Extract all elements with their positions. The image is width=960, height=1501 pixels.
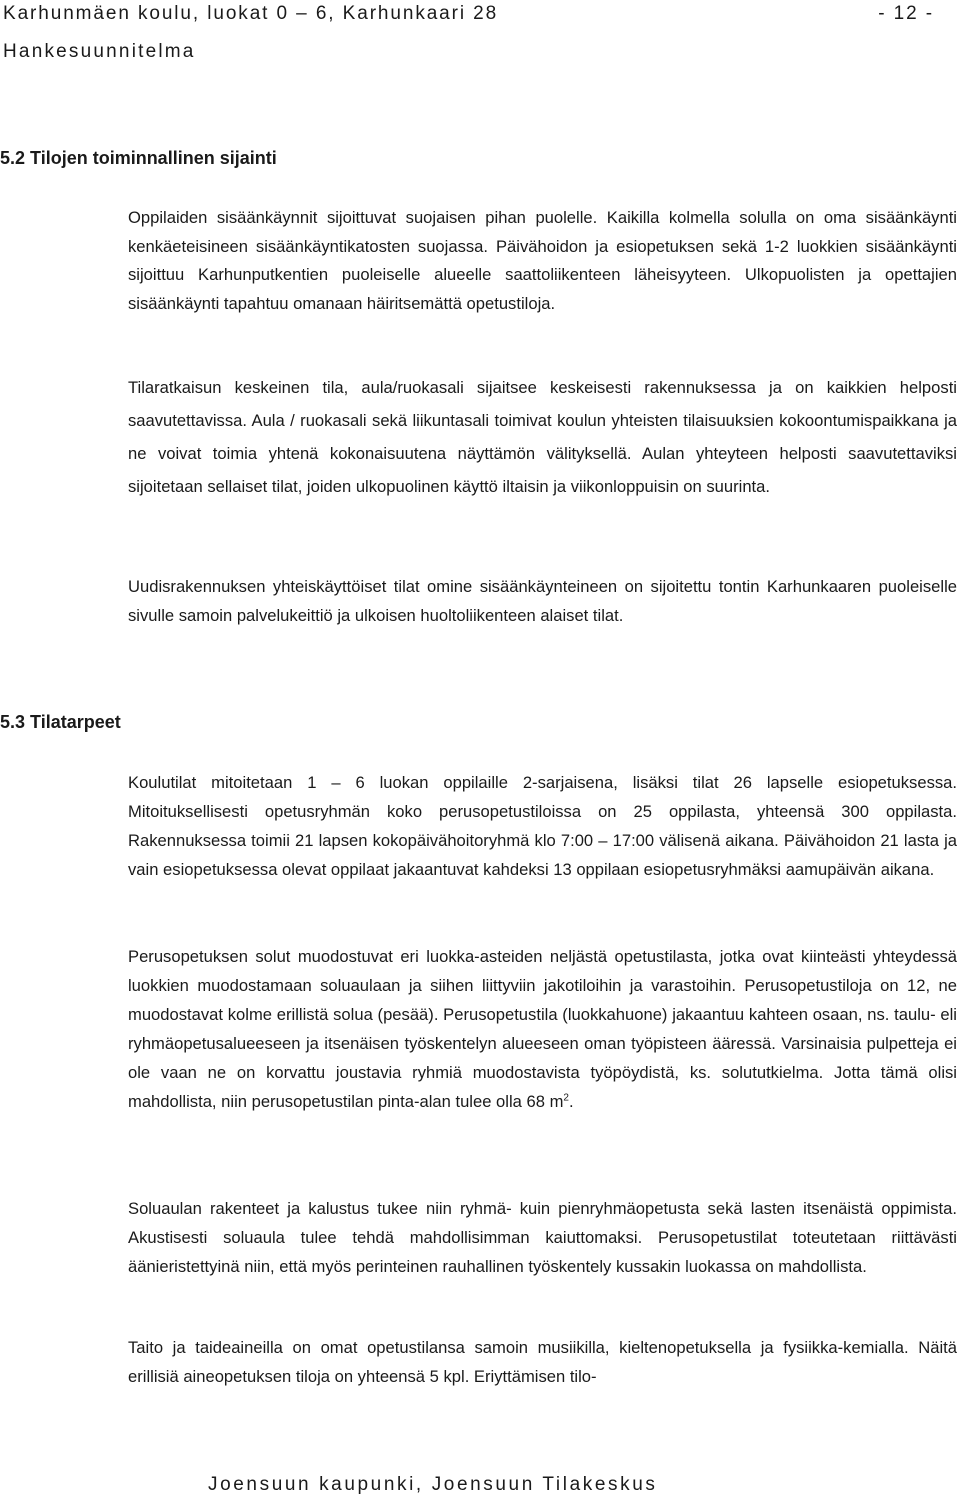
paragraph-teaching-cells-text: Perusopetuksen solut muodostuvat eri luokka-asteiden neljästä opetustilasta, jotka ovat kiinteästi yhteydessä luokkien muodostamaan soluaulaan ja siihen liittyviin jakotiloihin ja varastoihin. Perusopetustiloja on 12, ne muodostavat kolme erillistä solua (pesää). Perusopetustila (luokkahuone) jakaantuu kahteen osaan, ns. taulu- eli ryhmäopetusalueeseen ja itsenäisen työskentelyn alueeseen oman työpisteen ääressä. Varsinaisia pulpetteja ei ole vaan ne on korvattu joustavia ryhmiä muodostavista työpöydistä, ks. solututkielma. Jotta tämä olisi mahdollista, niin perusopetustilan pinta-alan tulee olla 68 m <box>128 947 957 1111</box>
section-heading-5-3: 5.3 Tilatarpeet <box>0 712 121 732</box>
paragraph-cell-hall: Soluaulan rakenteet ja kalustus tukee niin ryhmä- kuin pienryhmäopetusta sekä lasten itsenäistä oppimista. Akustisesti soluaula tulee tehdä mahdollisimman kaiuttomaksi. Perusopetustilat toteutetaan riittävästi äänieristettyinä niin, että myös perinteinen rauhallinen työskentely kussakin luokassa on mahdollista. <box>128 1199 957 1276</box>
section-heading-5-2: 5.2 Tilojen toiminnallinen sijainti <box>0 148 277 168</box>
page-footer: Joensuun kaupunki, Joensuun Tilakeskus <box>208 1474 658 1495</box>
area-unit-superscript: 2 <box>563 1092 569 1104</box>
header-subtitle: Hankesuunnitelma <box>3 41 196 62</box>
paragraph-entrances: Oppilaiden sisäänkäynnit sijoittuvat suojaisen pihan puolelle. Kaikilla kolmella solulla on oma sisäänkäynti kenkäeteisineen sisäänkäyntikatosten suojassa. Päivähoidon ja esiopetuksen sekä 1-2 luokkien sisäänkäynti sijoittuu Karhunputkentien puoleiselle alueelle saattoliikenteen läheisyyteen. Ulkopuolisten ja opettajien sisäänkäynti tapahtuu omanaan häiritsemättä opetustiloja. <box>128 208 957 313</box>
paragraph-shared-facilities: Uudisrakennuksen yhteiskäyttöiset tilat omine sisäänkäynteineen on sijoitettu tontin Karhunkaaren puoleiselle sivulle samoin palvelukeittiö ja ulkoisen huoltoliikenteen alaiset tilat. <box>128 577 957 625</box>
paragraph-teaching-cells-end: . <box>568 1092 574 1111</box>
header-title: Karhunmäen koulu, luokat 0 – 6, Karhunkaari 28 <box>3 3 499 24</box>
paragraph-subject-rooms: Taito ja taideaineilla on omat opetustilansa samoin musiikilla, kieltenopetuksella ja fysiikka-kemialla. Näitä erillisiä aineopetuksen tiloja on yhteensä 5 kpl. Eriyttämisen tilo- <box>128 1338 957 1386</box>
paragraph-dimensioning: Koulutilat mitoitetaan 1 – 6 luokan oppilaille 2-sarjaisena, lisäksi tilat 26 lapselle esiopetuksessa. Mitoituksellisesti opetusryhmän koko perusopetustiloissa on 25 oppilasta, yhteensä 300 oppilasta. Rakennuksessa toimii 21 lapsen kokopäivähoitoryhmä klo 7:00 – 17:00 välisenä aikana. Päivähoidon 21 lasta ja vain esiopetuksessa olevat oppilaat jakaantuvat kahdeksi 13 oppilaan esiopetusryhmäksi aamupäivän aikana. <box>128 773 957 879</box>
paragraph-central-space: Tilaratkaisun keskeinen tila, aula/ruokasali sijaitsee keskeisesti rakennuksessa ja on kaikkien helposti saavutettavissa. Aula / ruokasali sekä liikuntasali toimivat koulun yhteisten tilaisuuksien kokoontumispaikkana ja ne voivat toimia yhtenä kokonaisuutena näyttämön välityksellä. Aulan yhteyteen helposti saavutettaviksi sijoitetaan sellaiset tilat, joiden ulkopuolinen käyttö iltaisin ja viikonloppuisin on suurinta. <box>128 378 957 496</box>
paragraph-teaching-cells <box>128 942 957 1116</box>
page-number: - 12 - <box>878 3 934 24</box>
